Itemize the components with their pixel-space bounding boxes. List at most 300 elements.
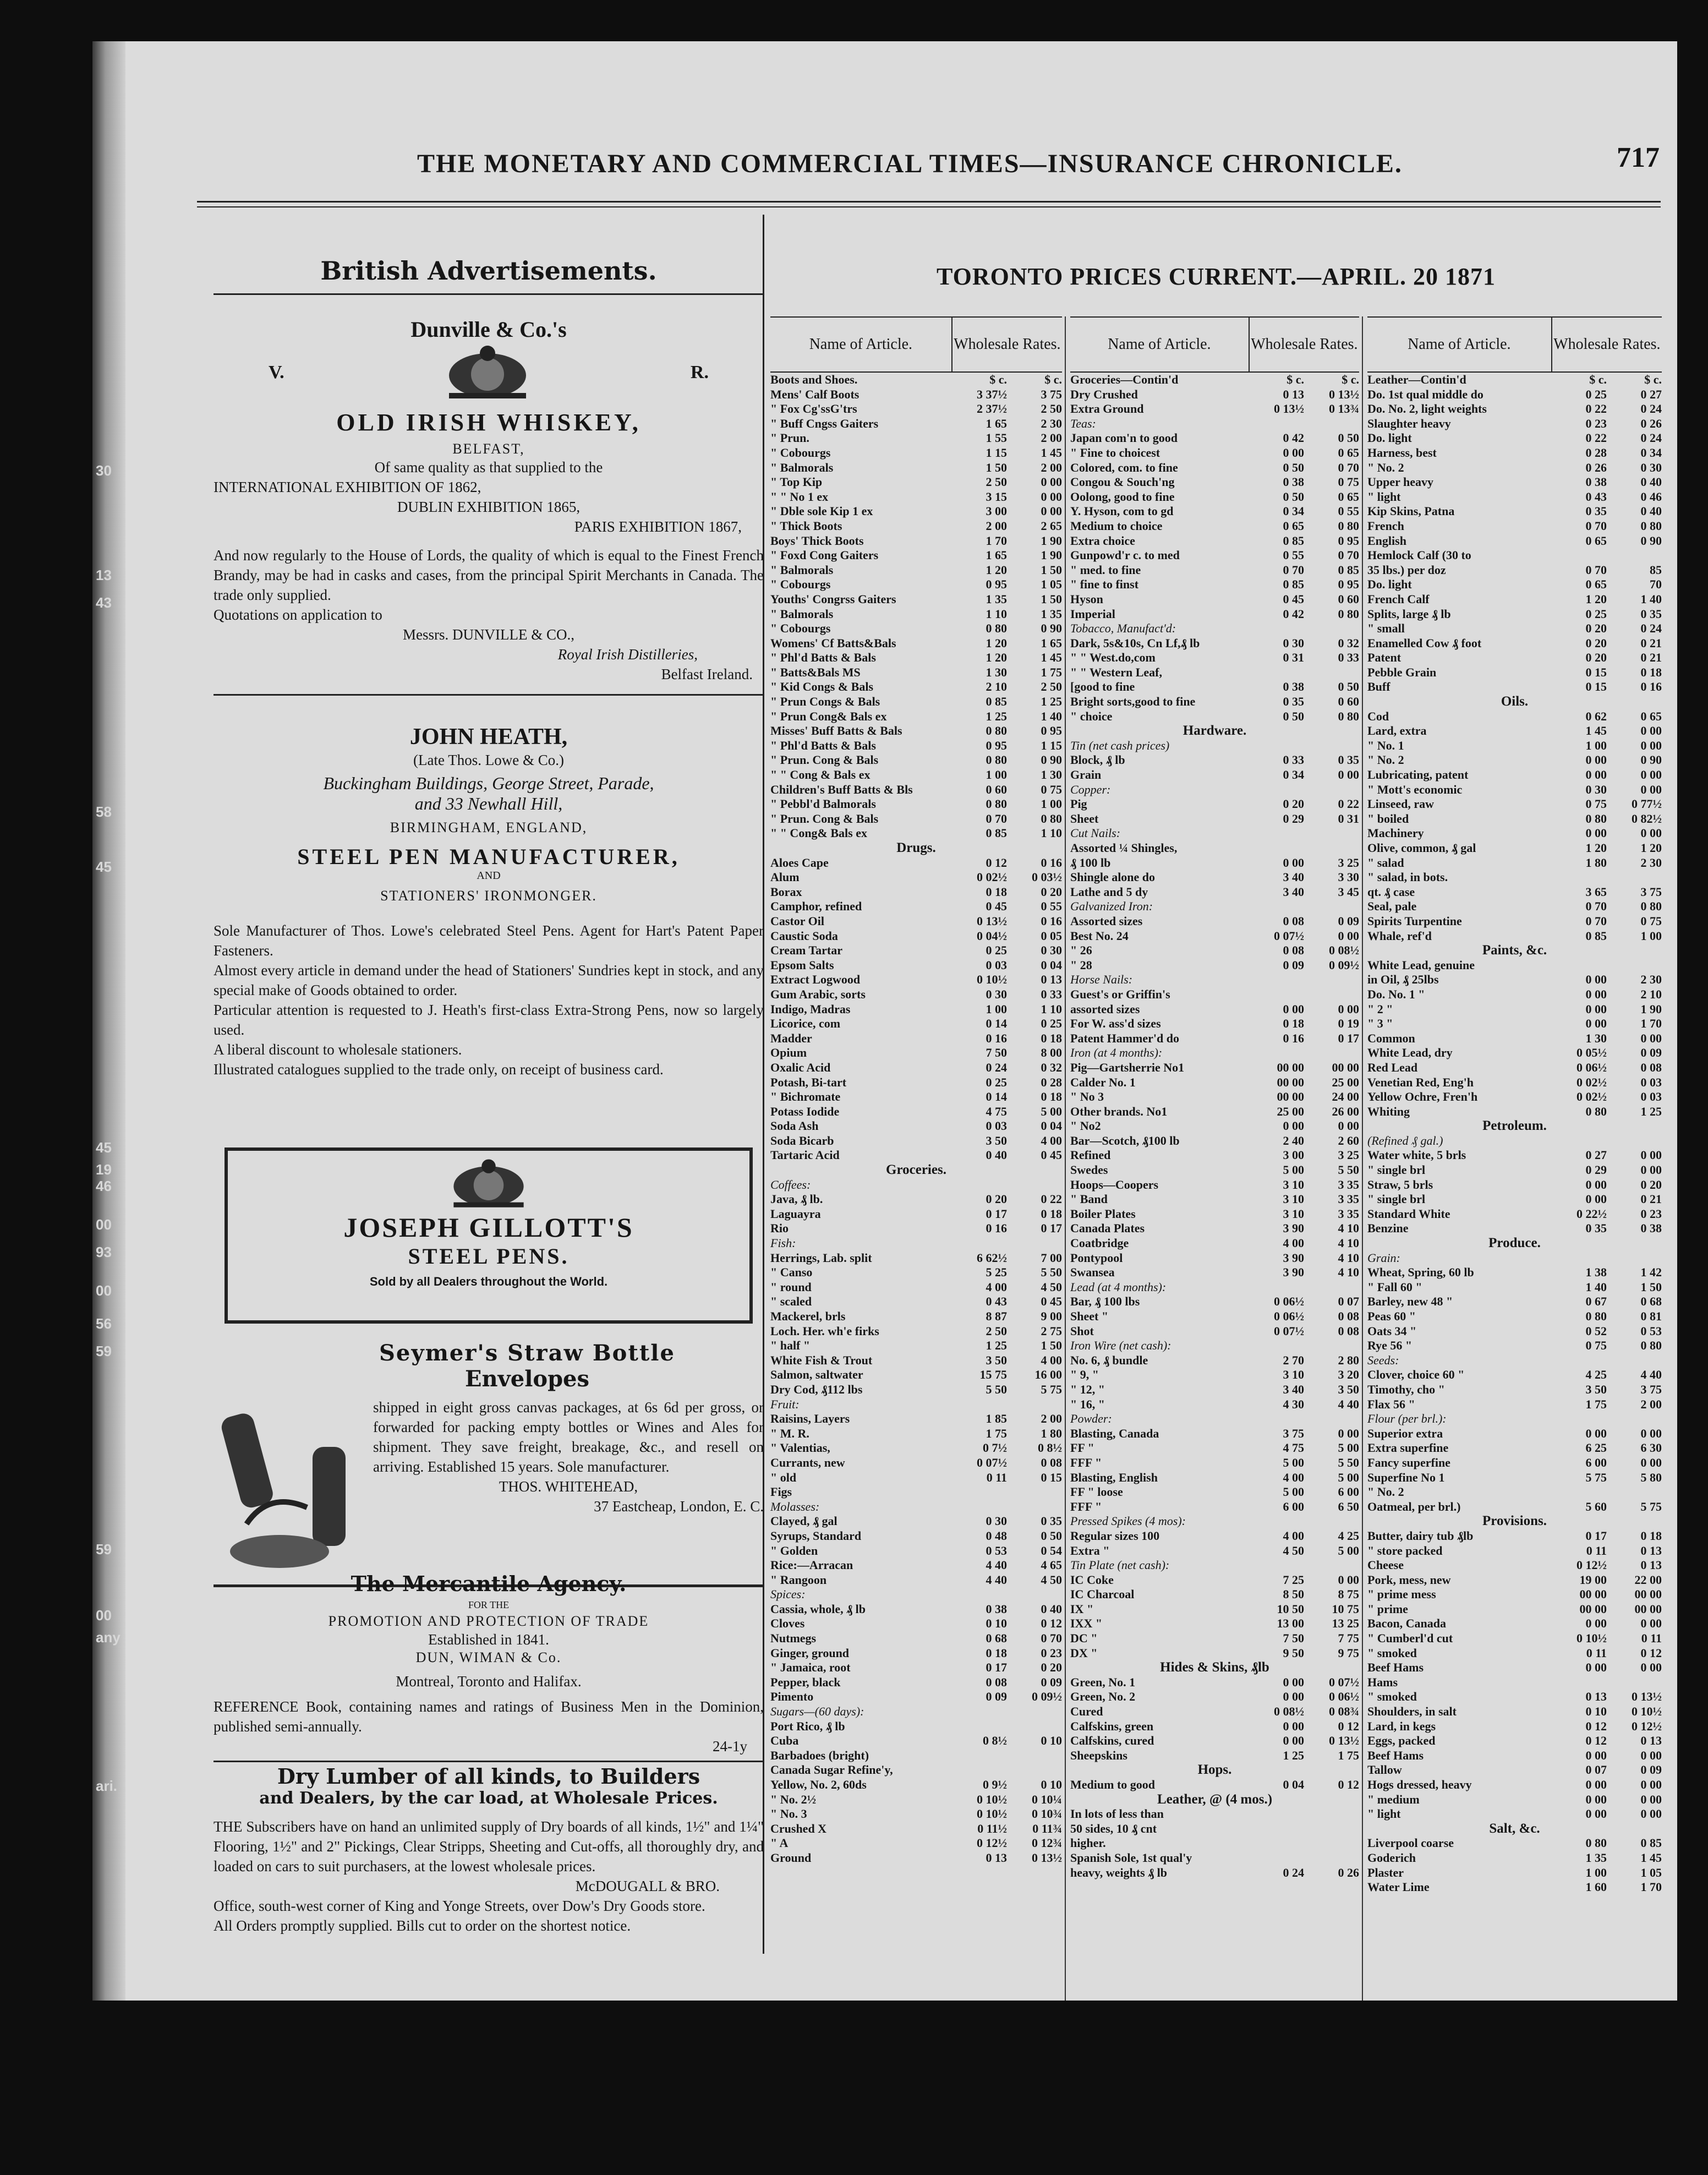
- price-row: [770, 1265, 1062, 1280]
- price-row: [1070, 621, 1359, 636]
- article-name: Shoulders, in salt: [1367, 1704, 1457, 1719]
- price-high: 1 50: [1041, 562, 1062, 577]
- article-name: Currants, new: [770, 1455, 845, 1469]
- price-low: 25 00: [1277, 1104, 1304, 1118]
- article-name: " Foxd Cong Gaiters: [770, 548, 879, 562]
- price-low: 1 00: [1585, 738, 1607, 752]
- article-name: " No. 2: [1367, 1485, 1404, 1499]
- price-row: [1070, 1031, 1359, 1046]
- price-row: [1070, 783, 1359, 797]
- edge-number: ari.: [96, 1778, 118, 1794]
- article-name: Do. light: [1367, 577, 1412, 592]
- price-low: 3 10: [1283, 1206, 1304, 1221]
- price-low: 0 80: [1585, 811, 1607, 826]
- price-high: 0 70: [1338, 460, 1359, 474]
- article-name: Calder No. 1: [1070, 1075, 1136, 1089]
- article-name: Rye 56 ": [1367, 1338, 1413, 1353]
- article-name: Rio: [770, 1221, 789, 1236]
- price-low: [1552, 1485, 1607, 1500]
- price-row: [770, 417, 1062, 431]
- price-high: 0 33: [1041, 987, 1062, 1001]
- price-row: [770, 812, 1062, 827]
- heath-title: JOHN HEATH,: [409, 724, 568, 750]
- price-row: [770, 1294, 1062, 1309]
- article-name: French: [1367, 518, 1404, 533]
- price-row: [770, 563, 1062, 578]
- price-high: 0 30: [1640, 460, 1662, 474]
- price-low: 0 20: [1283, 797, 1304, 811]
- price-low: 00 00: [1277, 1075, 1304, 1089]
- price-low: 0 05½: [1576, 1046, 1607, 1060]
- price-high: 1 35: [1041, 606, 1062, 621]
- price-high: 0 13¾: [1329, 402, 1359, 416]
- dry-lumber-ad: [214, 1764, 764, 1936]
- article-name: Rice:—Arracan: [770, 1558, 853, 1572]
- price-low: 19 00: [1579, 1572, 1607, 1587]
- price-high: [1304, 1822, 1359, 1837]
- column-rule: [1065, 316, 1066, 2001]
- price-row: [770, 592, 1062, 607]
- price-row: [1367, 914, 1662, 929]
- article-name: Oats 34 ": [1367, 1324, 1417, 1338]
- price-high: 0 04: [1041, 958, 1062, 972]
- seymer-address: 37 Eastcheap, London, E. C.: [594, 1498, 764, 1515]
- price-high: 0 25: [1041, 1017, 1062, 1031]
- article-name: Dark, 5s&10s, Cn Lf,₰ lb: [1070, 636, 1200, 650]
- price-high: 0 13: [1041, 972, 1062, 987]
- article-name: Kip Skins, Patna: [1367, 504, 1455, 518]
- price-low: 1 10: [986, 606, 1007, 621]
- price-row: [770, 1207, 1062, 1222]
- article-name: Mens' Calf Boots: [770, 387, 860, 401]
- article-name: Flax 56 ": [1367, 1397, 1415, 1411]
- price-high: 1 90: [1041, 533, 1062, 548]
- edge-number: 00: [96, 1282, 112, 1299]
- price-row: [1367, 621, 1662, 636]
- price-low: 0 02½: [977, 870, 1007, 884]
- price-low: 7 25: [1283, 1572, 1304, 1587]
- article-name: Tin Plate (net cash):: [1070, 1558, 1170, 1572]
- price-row: [1367, 797, 1662, 812]
- price-row: [1367, 1294, 1662, 1309]
- article-name: Seal, pale: [1367, 899, 1417, 914]
- prices-title: TORONTO PRICES CURRENT.—APRIL. 20 1871: [937, 263, 1496, 290]
- price-row: [1367, 1382, 1662, 1397]
- price-row: [770, 958, 1062, 973]
- article-name: Castor Oil: [770, 914, 824, 928]
- price-row: [770, 1178, 1062, 1193]
- price-row: [1070, 402, 1359, 417]
- price-row: [1367, 783, 1662, 797]
- article-name: Caustic Soda: [770, 928, 838, 943]
- price-low: 0 06½: [1274, 1309, 1304, 1323]
- article-name: Nutmegs: [770, 1631, 817, 1646]
- price-high: 0 08: [1338, 1309, 1359, 1323]
- article-name: " light: [1367, 1807, 1401, 1821]
- price-low: 1 38: [1585, 1265, 1607, 1280]
- price-high: 2 00: [1041, 431, 1062, 445]
- price-high: 26 00: [1332, 1104, 1359, 1118]
- price-high: 1 05: [1640, 1865, 1662, 1879]
- article-name: In lots of less than: [1070, 1807, 1164, 1821]
- price-high: 0 10: [1041, 1734, 1062, 1748]
- price-high: 0 00: [1338, 928, 1359, 943]
- price-low: 0 13: [986, 1850, 1007, 1865]
- price-row: [1070, 1675, 1359, 1690]
- price-high: 0 35: [1338, 753, 1359, 767]
- price-high: 6 50: [1338, 1499, 1359, 1513]
- price-row: [770, 1544, 1062, 1559]
- price-high: 0 23: [1041, 1646, 1062, 1660]
- price-high: [1607, 548, 1662, 563]
- price-low: 0 30: [986, 987, 1007, 1001]
- price-row: [1367, 1675, 1662, 1690]
- price-row: [770, 1031, 1062, 1046]
- article-name: Bacon, Canada: [1367, 1616, 1447, 1631]
- price-high: 0 16: [1640, 680, 1662, 694]
- article-name: Horse Nails:: [1070, 972, 1133, 987]
- price-low: 0 70: [986, 811, 1007, 826]
- article-name: Refined: [1070, 1148, 1111, 1162]
- article-name: " No. 2: [1367, 753, 1404, 767]
- article-name: For W. ass'd sizes: [1070, 1017, 1161, 1031]
- article-name: Hams: [1367, 1675, 1398, 1689]
- article-name: FFF ": [1070, 1499, 1102, 1513]
- price-high: 0 12: [1338, 1778, 1359, 1791]
- article-name: " 12, ": [1070, 1382, 1105, 1396]
- dunville-product: OLD IRISH WHISKEY,: [336, 409, 641, 436]
- price-low: 0 14: [986, 1090, 1007, 1104]
- price-low: 0 00: [1585, 1177, 1607, 1192]
- price-low: 5 00: [1283, 1455, 1304, 1469]
- price-row: [1367, 1500, 1662, 1515]
- price-low: 0 65: [1283, 518, 1304, 533]
- price-row: [1367, 1353, 1662, 1368]
- price-row: [1367, 373, 1662, 387]
- price-high: 0 08: [1640, 1060, 1662, 1074]
- price-low: 0 65: [1585, 577, 1607, 592]
- article-name: Tobacco, Manufact'd:: [1070, 621, 1176, 636]
- article-name: Lathe and 5 dy: [1070, 884, 1148, 899]
- dunville-line: PARIS EXHIBITION 1867,: [574, 518, 742, 535]
- article-name: " " Cong & Bals ex: [770, 768, 871, 782]
- price-high: 1 65: [1041, 636, 1062, 650]
- price-row: [1367, 1485, 1662, 1500]
- heath-address: and 33 Newhall Hill,: [414, 794, 563, 813]
- price-row: [770, 431, 1062, 446]
- price-low: [952, 1719, 1007, 1734]
- edge-number: 45: [96, 859, 112, 875]
- price-high: 0 46: [1640, 489, 1662, 504]
- price-low: 0 8½: [983, 1734, 1007, 1748]
- heath-and: AND: [477, 870, 501, 882]
- price-row: [1070, 1105, 1359, 1119]
- article-name: Coatbridge: [1070, 1236, 1129, 1250]
- price-low: 0 70: [1585, 562, 1607, 577]
- price-high: [1304, 1836, 1359, 1851]
- price-row: [1367, 1075, 1662, 1090]
- price-high: [1304, 841, 1359, 856]
- price-high: 2 50: [1041, 402, 1062, 416]
- price-high: 1 15: [1041, 738, 1062, 752]
- price-high: 3 50: [1338, 1382, 1359, 1396]
- price-high: [1304, 1514, 1359, 1529]
- price-row: [1070, 461, 1359, 476]
- price-row: [1367, 1309, 1662, 1324]
- price-high: 0 03½: [1032, 870, 1062, 884]
- price-low: 00 00: [1277, 1090, 1304, 1104]
- price-low: 2 40: [1283, 1133, 1304, 1147]
- royal-crest-icon: [438, 342, 537, 403]
- price-row: [770, 856, 1062, 871]
- price-row: [1367, 841, 1662, 856]
- price-high: 5 00: [1338, 1441, 1359, 1455]
- price-high: 00 00: [1634, 1587, 1662, 1602]
- price-row: [1367, 1148, 1662, 1163]
- price-high: 1 10: [1041, 826, 1062, 840]
- price-high: 0 18: [1640, 665, 1662, 679]
- price-row: [770, 1061, 1062, 1075]
- price-row: [770, 1163, 1062, 1178]
- price-high: $ c.: [1644, 373, 1662, 386]
- price-high: 0 09: [1338, 914, 1359, 928]
- price-row: [770, 1485, 1062, 1500]
- price-low: [1249, 665, 1304, 680]
- article-name: Eggs, packed: [1367, 1734, 1436, 1748]
- prices-column-header: [1367, 316, 1662, 373]
- price-row: [1367, 1646, 1662, 1661]
- price-row: [1070, 1778, 1359, 1793]
- price-low: 5 50: [986, 1382, 1007, 1396]
- article-name: Bar—Scotch, ₰100 lb: [1070, 1133, 1180, 1147]
- seymer-body: shipped in eight gross canvas packages, at 6s 6d per gross, or forwarded for packing empty bottles or Wines and Ales for shipment. They save freight, breakage, &c., and resell on arriving. Established 15 years. Sole manufacturer.: [373, 1399, 764, 1475]
- price-high: 1 20: [1640, 841, 1662, 855]
- price-high: $ c.: [1044, 373, 1062, 386]
- price-high: [1304, 621, 1359, 636]
- price-row: [1070, 958, 1359, 973]
- price-high: 0 00: [1338, 768, 1359, 782]
- article-name: " No. 3: [770, 1807, 807, 1821]
- price-high: 1 45: [1041, 445, 1062, 460]
- price-high: 0 13½: [1632, 1690, 1662, 1704]
- article-name: Assorted sizes: [1070, 914, 1143, 928]
- dunville-line: DUBLIN EXHIBITION 1865,: [397, 499, 581, 515]
- heath-paragraph: Particular attention is requested to J. Heath's first-class Extra-Strong Pens, now so largely used.: [214, 1002, 764, 1038]
- price-low: 3 50: [986, 1353, 1007, 1367]
- price-low: 3 90: [1283, 1250, 1304, 1265]
- mercantile-code: 24-1y: [713, 1738, 747, 1755]
- article-name: Pimento: [770, 1690, 814, 1704]
- price-row: [1070, 1134, 1359, 1149]
- newspaper-page: [92, 41, 1677, 2001]
- price-row: [1070, 1646, 1359, 1661]
- price-low: [1249, 972, 1304, 987]
- price-row: [1070, 841, 1359, 856]
- price-high: [1304, 826, 1359, 841]
- price-high: [1304, 665, 1359, 680]
- price-row: [1367, 1090, 1662, 1105]
- article-name: " smoked: [1367, 1690, 1417, 1704]
- price-low: 13 00: [1277, 1616, 1304, 1631]
- price-low: 7 50: [986, 1046, 1007, 1060]
- price-row: [1367, 1778, 1662, 1793]
- price-low: 0 10: [986, 1616, 1007, 1631]
- price-low: 0 38: [986, 1602, 1007, 1616]
- price-low: 4 75: [1283, 1441, 1304, 1455]
- price-high: 0 26: [1640, 416, 1662, 430]
- price-row: [1367, 461, 1662, 476]
- article-name: Lard, extra: [1367, 724, 1427, 738]
- price-high: 0 00: [1640, 1426, 1662, 1440]
- price-high: 5 50: [1338, 1455, 1359, 1469]
- price-row: [1367, 1251, 1662, 1266]
- price-high: [1007, 1397, 1062, 1412]
- article-name: Galvanized Iron:: [1070, 899, 1153, 914]
- price-low: [1249, 826, 1304, 841]
- price-low: 0 11: [1586, 1646, 1607, 1660]
- price-high: 0 00: [1640, 1163, 1662, 1177]
- price-high: 5 75: [1640, 1499, 1662, 1513]
- price-low: 0 52: [1585, 1324, 1607, 1338]
- article-name: Misses' Buff Batts & Bals: [770, 724, 902, 738]
- price-row: [770, 1514, 1062, 1529]
- price-high: 85: [1650, 562, 1662, 577]
- toronto-prices-current: [770, 256, 1662, 2001]
- price-low: 0 08½: [1274, 1704, 1304, 1719]
- price-low: 4 00: [1283, 1528, 1304, 1543]
- price-low: 0 12½: [1576, 1558, 1607, 1572]
- price-row: [1070, 885, 1359, 900]
- price-row: [1367, 1207, 1662, 1222]
- article-name: " Phl'd Batts & Bals: [770, 738, 876, 752]
- article-name: " Fall 60 ": [1367, 1280, 1422, 1294]
- price-low: 1 55: [986, 431, 1007, 445]
- article-name: " Buff Cngss Gaiters: [770, 416, 879, 430]
- price-high: [1007, 1485, 1062, 1500]
- price-row: [1367, 1880, 1662, 1895]
- article-name: Medium to good: [1070, 1778, 1155, 1791]
- price-high: 5 75: [1041, 1382, 1062, 1396]
- price-low: 0 67: [1585, 1294, 1607, 1309]
- article-name: " A: [770, 1836, 789, 1850]
- price-row: [1367, 826, 1662, 841]
- price-row: [770, 519, 1062, 534]
- article-name: Pebble Grain: [1367, 665, 1437, 679]
- price-row: [1070, 1763, 1359, 1778]
- price-high: 2 30: [1640, 855, 1662, 870]
- price-row: [1070, 548, 1359, 563]
- article-name: English: [1367, 533, 1406, 548]
- price-high: 00 00: [1634, 1602, 1662, 1616]
- article-name: Leather, @ (4 mos.): [1157, 1792, 1273, 1807]
- price-low: 0 00: [1585, 1426, 1607, 1440]
- price-low: [1249, 417, 1304, 431]
- price-row: [1070, 1690, 1359, 1704]
- price-row: [1070, 1061, 1359, 1075]
- price-row: [1367, 577, 1662, 592]
- price-row: [770, 1119, 1062, 1134]
- price-low: [952, 1178, 1007, 1193]
- price-high: 0 50: [1338, 431, 1359, 445]
- article-name: Timothy, cho ": [1367, 1382, 1445, 1396]
- article-name: " Jamaica, root: [770, 1660, 851, 1675]
- article-name: Cream Tartar: [770, 943, 842, 958]
- price-high: 0 75: [1338, 475, 1359, 489]
- price-row: [1367, 651, 1662, 665]
- price-row: [770, 577, 1062, 592]
- price-high: 0 00: [1338, 1572, 1359, 1587]
- price-row: [1070, 709, 1359, 724]
- article-name: " Balmorals: [770, 606, 834, 621]
- price-low: 0 04½: [977, 928, 1007, 943]
- article-name: Other brands. No1: [1070, 1104, 1168, 1118]
- price-row: [1367, 1602, 1662, 1617]
- article-name: Bright sorts,good to fine: [1070, 695, 1196, 709]
- price-high: 0 00: [1041, 475, 1062, 489]
- article-name: " Balmorals: [770, 460, 834, 474]
- article-name: Youths' Congrss Gaiters: [770, 592, 896, 606]
- price-low: 0 00: [1283, 1734, 1304, 1748]
- price-high: 0 90: [1640, 753, 1662, 767]
- price-low: [1249, 1836, 1304, 1851]
- edge-number: 59: [96, 1541, 112, 1558]
- price-high: [1304, 739, 1359, 753]
- article-name: IC Charcoal: [1070, 1587, 1135, 1602]
- article-name: Drugs.: [896, 841, 936, 855]
- article-name: Goderich: [1367, 1850, 1416, 1865]
- article-name: Salmon, saltwater: [770, 1368, 863, 1382]
- price-high: [1607, 1251, 1662, 1266]
- price-row: [1367, 1017, 1662, 1031]
- price-row: [770, 1353, 1062, 1368]
- price-low: 0 20: [1585, 636, 1607, 650]
- heath-paragraph: Almost every article in demand under the head of Stationers' Sundries kept in stock, and any special make of Goods obtained to order.: [214, 962, 764, 998]
- article-name: Block, ₰ lb: [1070, 753, 1125, 767]
- price-row: [1367, 1192, 1662, 1207]
- price-row: [770, 621, 1062, 636]
- price-high: 0 00: [1640, 738, 1662, 752]
- price-row: [1367, 1412, 1662, 1427]
- article-name: Womens' Cf Batts&Bals: [770, 636, 896, 650]
- price-row: [1070, 1178, 1359, 1193]
- price-low: 3 40: [1283, 884, 1304, 899]
- article-name: Lubricating, patent: [1367, 768, 1469, 782]
- price-row: [770, 1236, 1062, 1251]
- price-high: 4 10: [1338, 1221, 1359, 1236]
- price-high: 1 75: [1041, 665, 1062, 679]
- price-row: [1367, 1690, 1662, 1704]
- article-name: No. 6, ₰ bundle: [1070, 1353, 1148, 1367]
- price-row: [1367, 1324, 1662, 1339]
- price-high: 0 13½: [1329, 1734, 1359, 1748]
- price-row: [1367, 1807, 1662, 1822]
- mercantile-for: FOR THE: [468, 1599, 510, 1610]
- article-name: Lard, in kegs: [1367, 1719, 1436, 1733]
- article-name: Do. light: [1367, 431, 1412, 445]
- price-low: 1 65: [986, 416, 1007, 430]
- article-name: " No2: [1070, 1119, 1101, 1133]
- article-name: " Band: [1070, 1192, 1108, 1206]
- price-low: 0 00: [1585, 1616, 1607, 1631]
- article-name: Groceries—Contin'd: [1070, 373, 1179, 386]
- article-name: Benzine: [1367, 1221, 1409, 1236]
- price-high: 0 09½: [1329, 958, 1359, 972]
- price-high: 0 17: [1338, 1031, 1359, 1045]
- price-high: 0 00: [1640, 1748, 1662, 1762]
- price-high: 3 30: [1338, 870, 1359, 884]
- article-name: Patent Hammer'd do: [1070, 1031, 1179, 1045]
- price-row: [770, 475, 1062, 490]
